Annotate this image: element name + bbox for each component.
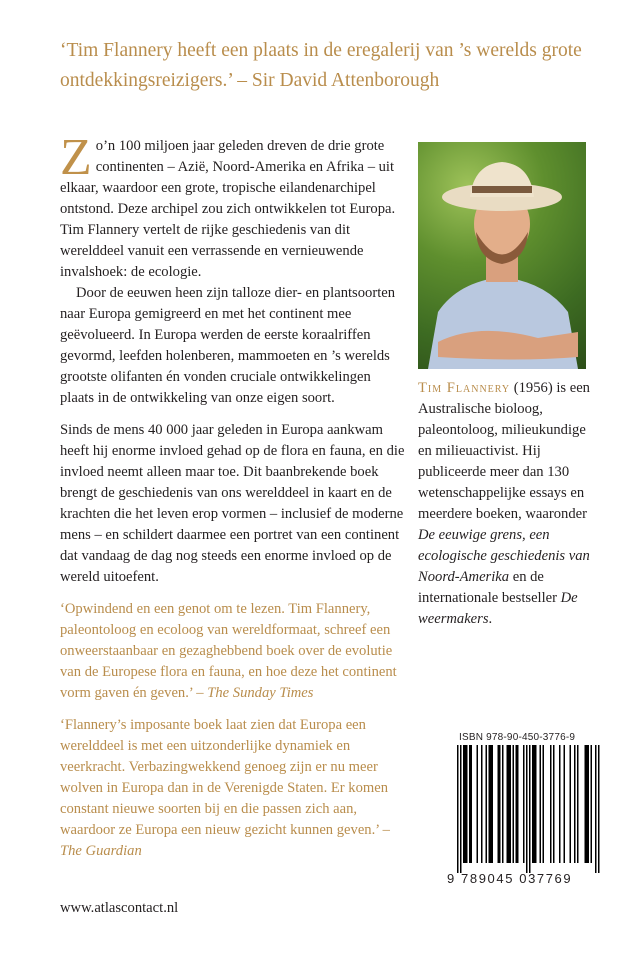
barcode-bar: [529, 745, 531, 873]
barcode-bar: [471, 745, 473, 863]
blurb: [60, 129, 408, 862]
review-quote: [60, 599, 408, 704]
isbn-label: ISBN 978-90-450-3776-9: [459, 732, 576, 743]
review-source: The Guardian: [60, 843, 142, 859]
blurb-paragraph: Door de eeuwen heen zijn talloze dier- en plantsoorten naar Europa gemigreerd en met het continent mee geëvolueerd. In Europa werden de eerste koraalriffen gevormd, leefden holenberen, mammoeten en ’s werelds grootste olifanten én vonden cruciale ontwikkelingen plaats in de ontwikkeling van onze eigen soort.: [60, 285, 396, 406]
barcode-bar: [591, 745, 593, 863]
barcode-bar: [543, 745, 545, 863]
book-title: De weermakers: [418, 590, 578, 627]
barcode-bar: [486, 745, 488, 863]
blurb-paragraph: Sinds de mens 40 000 jaar geleden in Europa aankwam heeft hij enorme invloed gehad op de flora en fauna, en die invloed neemt alleen maar toe. Dit baanbrekende boek brengt de geschiedenis van ons werelddeel in kaart en de krachten die het leven erop vormen – inclusief de moderne mens – en schildert daarmee een portret van een continent dat vandaag de dag nog steeds een enorme invloed op de wereld uitoefent.: [60, 422, 405, 585]
barcode-bar: [481, 745, 483, 863]
barcode: [447, 732, 615, 886]
barcode-bar: [532, 745, 534, 863]
barcode-bar: [457, 745, 459, 873]
bio-text: (1956) is een Australische bioloog, paleontoloog, milieukundige en milieuactivist. Hij publiceerde meer dan 130 wetenschappelijke essays en meerdere boeken, waaronder: [418, 380, 590, 522]
drop-cap: Z: [60, 129, 92, 186]
publisher-website[interactable]: www.atlascontact.nl: [60, 900, 179, 916]
barcode-bar: [553, 745, 555, 863]
barcode-digits: 9 789045 037769: [447, 871, 573, 886]
barcode-bar: [559, 745, 561, 863]
barcode-bar: [535, 745, 537, 863]
barcode-bar: [466, 745, 468, 863]
review-text: ‘Flannery’s imposante boek laat zien dat Europa een werelddeel is met een uitzonderlijke dynamiek en veerkracht. Verbazingwekkend genoeg zijn er nu meer wolven in Europa dan in de Verenigde Staten. Er komen constant nieuwe soorten bij en die passen zich aan, waardoor ze Europa een nieuw gezicht kunnen geven.’ –: [60, 717, 390, 838]
author-portrait-illustration: [418, 142, 586, 369]
blurb-text: o’n 100 miljoen jaar geleden dreven de drie grote continenten – Azië, Noord-Amerika en Afrika – uit elkaar, waardoor een grote, tropische eilandenarchipel ontstond. Deze archipel zou zich ontwikkelen tot Europa. Tim Flannery vertelt de rijke geschiedenis van dit werelddeel vanuit een verrassende en vernieuwende invalshoek: de ecologie.: [60, 138, 396, 280]
barcode-bar: [577, 745, 579, 863]
barcode-bar: [570, 745, 572, 863]
barcode-bar: [469, 745, 471, 863]
review-source: The Sunday Times: [207, 685, 314, 701]
barcode-bar: [588, 745, 590, 863]
barcode-bar: [492, 745, 494, 863]
review-text: ‘Opwindend en een genot om te lezen. Tim Flannery, paleontoloog en ecoloog van wereldformaat, schreef een onweerstaanbaar en gezaghebbend boek over de evolutie van de Europese flora en fauna, en hoe deze het continent vorm gaven én geven.’ –: [60, 601, 397, 701]
author-photo: [418, 142, 586, 369]
author-name: Tim Flannery: [418, 380, 511, 396]
barcode-bar: [526, 745, 528, 873]
blurb-paragraph: [60, 129, 408, 283]
barcode-bar: [465, 745, 467, 863]
barcode-bar: [507, 745, 509, 863]
barcode-bar: [540, 745, 542, 863]
bio-text: en de internationale bestseller: [418, 569, 561, 606]
barcode-bar: [585, 745, 587, 863]
review-quote: [60, 715, 408, 862]
barcode-bar: [499, 745, 501, 863]
bio-text: .: [488, 611, 493, 627]
barcode-bar: [513, 745, 515, 863]
barcode-bar: [598, 745, 600, 873]
barcode-bar: [508, 745, 510, 863]
barcode-bar: [510, 745, 512, 863]
barcode-bar: [595, 745, 597, 873]
barcode-bar: [498, 745, 500, 863]
barcode-bar: [586, 745, 588, 863]
barcode-bar: [489, 745, 491, 863]
barcode-bar: [550, 745, 552, 863]
barcode-bar: [460, 745, 462, 873]
barcode-bar: [502, 745, 504, 863]
barcode-bar: [490, 745, 492, 863]
barcode-bars: [447, 745, 607, 873]
barcode-bar: [523, 745, 525, 863]
book-title: De eeuwige grens, een ecologische geschiedenis van Noord-Amerika: [418, 527, 590, 585]
barcode-bar: [534, 745, 536, 863]
barcode-bar: [516, 745, 518, 863]
barcode-bar: [574, 745, 576, 863]
barcode-bar: [463, 745, 465, 863]
barcode-bar: [477, 745, 479, 863]
endorsement-quote: ‘Tim Flannery heeft een plaats in de eregalerij van ’s werelds grote ontdekkingsreizigers.’ – Sir David Attenborough: [60, 40, 582, 91]
author-bio: [418, 378, 598, 630]
barcode-bar: [517, 745, 519, 863]
barcode-bar: [564, 745, 566, 863]
